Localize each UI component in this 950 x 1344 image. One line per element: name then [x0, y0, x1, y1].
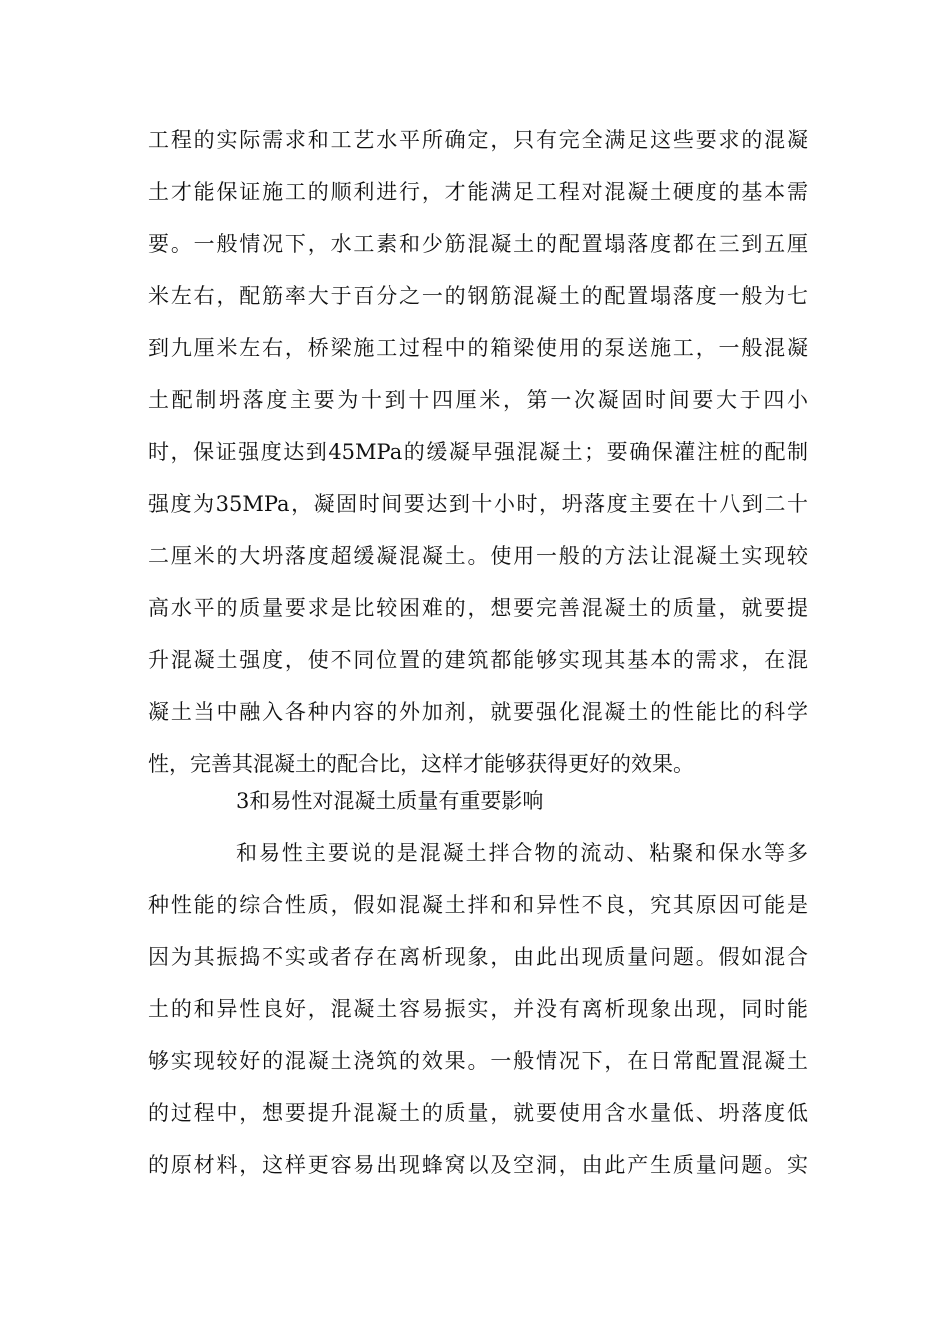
text-line: 土才能保证施工的顺利进行，才能满足工程对混凝土硬度的基本需: [148, 180, 808, 204]
text-line: 时，保证强度达到45MPa的缓凝早强混凝土；要确保灌注桩的配制: [148, 440, 808, 464]
section-heading-block: [148, 775, 808, 827]
text-line: 种性能的综合性质，假如混凝土拌和和异性不良，究其原因可能是: [148, 893, 808, 917]
text-line: 二厘米的大坍落度超缓凝混凝土。使用一般的方法让混凝土实现较: [148, 544, 808, 568]
text-line: 到九厘米左右，桥梁施工过程中的箱梁使用的泵送施工，一般混凝: [148, 336, 808, 360]
paragraph-workability: [148, 827, 808, 1191]
text-line: 高水平的质量要求是比较困难的，想要完善混凝土的质量，就要提: [148, 596, 808, 620]
text-line: 和易性主要说的是混凝土拌合物的流动、粘聚和保水等多: [236, 841, 808, 865]
text-line: 够实现较好的混凝土浇筑的效果。一般情况下，在日常配置混凝土: [148, 1049, 808, 1073]
section-heading: 3和易性对混凝土质量有重要影响: [236, 789, 544, 813]
paragraph-concrete-requirements: [148, 114, 808, 790]
text-line: 因为其振捣不实或者存在离析现象，由此出现质量问题。假如混合: [148, 945, 808, 969]
text-line: 工程的实际需求和工艺水平所确定，只有完全满足这些要求的混凝: [148, 128, 808, 152]
text-line: 米左右，配筋率大于百分之一的钢筋混凝土的配置塌落度一般为七: [148, 284, 808, 308]
text-line: 土配制坍落度主要为十到十四厘米，第一次凝固时间要大于四小: [148, 388, 808, 412]
text-line: 要。一般情况下，水工素和少筋混凝土的配置塌落度都在三到五厘: [148, 232, 808, 256]
text-line: 的原材料，这样更容易出现蜂窝以及空洞，由此产生质量问题。实: [148, 1153, 808, 1177]
text-line: 升混凝土强度，使不同位置的建筑都能够实现其基本的需求，在混: [148, 648, 808, 672]
text-line: 土的和异性良好，混凝土容易振实，并没有离析现象出现，同时能: [148, 997, 808, 1021]
text-line: 的过程中，想要提升混凝土的质量，就要使用含水量低、坍落度低: [148, 1101, 808, 1125]
text-line: 凝土当中融入各种内容的外加剂，就要强化混凝土的性能比的科学: [148, 700, 808, 724]
text-line: 强度为35MPa，凝固时间要达到十小时，坍落度主要在十八到二十: [148, 492, 808, 516]
text-line: 性，完善其混凝土的配合比，这样才能够获得更好的效果。: [148, 752, 694, 776]
